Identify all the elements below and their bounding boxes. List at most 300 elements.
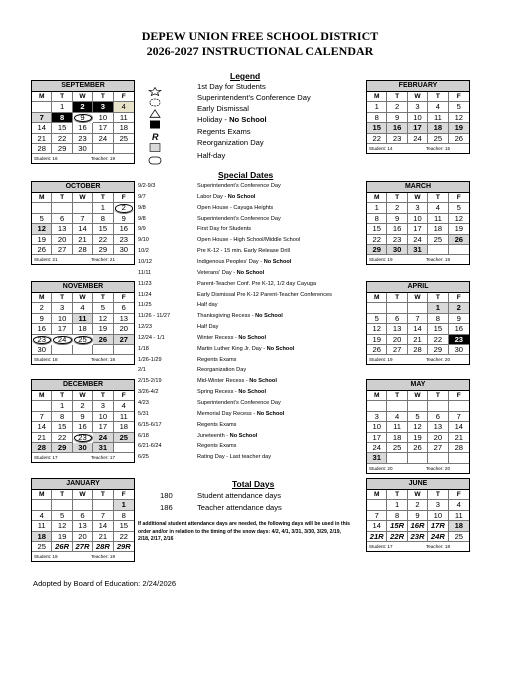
day-cell: 20 xyxy=(114,324,134,334)
special-date-description: Regents Exams xyxy=(197,356,237,363)
day-cell: 30 xyxy=(387,245,407,255)
day-cell xyxy=(73,345,93,355)
day-cell: 27 xyxy=(114,335,134,345)
day-cell xyxy=(114,443,134,453)
weekday-header: M xyxy=(367,193,387,203)
day-cell: 8 xyxy=(367,113,387,123)
day-cell: 21R xyxy=(367,532,387,542)
adoption-date: Adopted by Board of Education: 2/24/2026 xyxy=(33,579,177,588)
day-cell: 18 xyxy=(32,532,52,542)
weekday-header: T xyxy=(93,293,113,303)
day-cell: 7 xyxy=(73,214,93,224)
snow-days-note: If additional student attendance days are needed, the following days will be used in this order and/or in relation to the timing of the snow days: 4/2, 4/1, 3/31, 3/30, 3/29, 2/19, 2/18, 2/17, 2/16 xyxy=(138,521,350,542)
day-cell: 1 xyxy=(367,203,387,213)
day-cell: 22 xyxy=(114,532,134,542)
special-date-description: Regents Exams xyxy=(197,443,237,450)
student-day-count: Student: 18 xyxy=(34,357,58,363)
special-date: 1/26-1/29 xyxy=(138,356,162,363)
legend-label: Reorganization Day xyxy=(197,138,264,147)
day-cell: 29R xyxy=(114,542,134,552)
day-cell xyxy=(93,144,113,154)
weekday-header: W xyxy=(73,193,93,203)
day-cell: 6 xyxy=(387,314,407,324)
month-day-counts xyxy=(367,255,469,264)
weekday-header: W xyxy=(408,92,428,102)
month-grid xyxy=(32,490,134,552)
weekday-header: M xyxy=(367,92,387,102)
day-cell: 26 xyxy=(32,245,52,255)
day-cell: 25 xyxy=(428,134,448,144)
day-cell: 9 xyxy=(73,412,93,422)
day-cell: 7 xyxy=(367,511,387,521)
special-date-description: Superintendent's Conference Day xyxy=(197,183,281,189)
special-date-description: Open House - High School/Middle School xyxy=(197,237,301,244)
weekday-header: T xyxy=(52,193,72,203)
legend-label: 1st Day for Students xyxy=(197,82,266,91)
special-date: 1/18 xyxy=(138,345,149,352)
month-grid xyxy=(32,391,134,453)
month-grid xyxy=(367,92,469,144)
day-cell: 25 xyxy=(449,532,469,542)
day-cell: 14 xyxy=(73,224,93,234)
day-cell: 12 xyxy=(367,324,387,334)
special-date-description: Pre K-12 - 15 min. Early Release Drill xyxy=(197,248,290,255)
weekday-header: T xyxy=(387,391,407,401)
special-date-description: Regents Exams xyxy=(197,421,237,428)
day-cell: 3 xyxy=(367,412,387,422)
student-day-count: Student: 17 xyxy=(34,455,58,461)
day-cell: 1 xyxy=(52,401,72,411)
day-cell: 21 xyxy=(449,433,469,443)
day-cell: 26 xyxy=(93,335,113,345)
special-date-description: Memorial Day Recess - No School xyxy=(197,410,285,417)
special-date-description: Rating Day - Last teacher day xyxy=(197,454,271,461)
day-cell: 30 xyxy=(114,245,134,255)
day-cell: 11 xyxy=(387,422,407,432)
month-grid xyxy=(367,490,469,542)
day-cell: 25 xyxy=(428,235,448,245)
calendar-december xyxy=(31,379,135,463)
day-cell: 16 xyxy=(114,224,134,234)
day-cell: 17 xyxy=(408,224,428,234)
day-cell: 10 xyxy=(52,314,72,324)
day-cell: 16 xyxy=(73,123,93,133)
day-cell: 1 xyxy=(428,303,448,313)
day-cell: 22 xyxy=(93,235,113,245)
special-date: 3/26-4/2 xyxy=(138,389,159,396)
day-cell: 14 xyxy=(449,422,469,432)
day-cell: 9 xyxy=(114,214,134,224)
special-date: 9/2-9/3 xyxy=(138,183,156,189)
day-cell: 8 xyxy=(114,511,134,521)
student-day-count: Student: 16 xyxy=(34,156,58,162)
weekday-header: T xyxy=(387,193,407,203)
day-cell: 3 xyxy=(428,500,448,510)
day-cell: 28R xyxy=(93,542,113,552)
day-cell: 8 xyxy=(52,113,72,123)
student-days-count: 180 xyxy=(160,491,173,500)
day-cell: 28 xyxy=(32,443,52,453)
day-cell: 13 xyxy=(387,324,407,334)
day-cell xyxy=(428,245,448,255)
special-date-description: Juneteenth - No School xyxy=(197,432,258,439)
month-grid xyxy=(367,293,469,355)
day-cell: 15 xyxy=(52,123,72,133)
day-cell: 25 xyxy=(114,134,134,144)
day-cell: 20 xyxy=(73,532,93,542)
calendar-june xyxy=(366,478,470,552)
calendar-november xyxy=(31,281,135,365)
day-cell: 18 xyxy=(449,521,469,531)
day-cell: 4 xyxy=(387,412,407,422)
day-cell: 4 xyxy=(428,102,448,112)
student-day-count: Student: 19 xyxy=(369,357,393,363)
day-cell: 3 xyxy=(408,203,428,213)
legend-label: Half-day xyxy=(197,151,226,160)
weekday-header: M xyxy=(367,391,387,401)
special-date-description: Indigenous Peoples' Day - No School xyxy=(197,258,292,265)
weekday-header: T xyxy=(52,490,72,500)
legend-label: Holiday - No School xyxy=(197,115,267,124)
weekday-header: T xyxy=(52,293,72,303)
day-cell: 15 xyxy=(428,324,448,334)
day-cell: 29 xyxy=(93,245,113,255)
day-cell: 22R xyxy=(387,532,407,542)
special-date: 10/2 xyxy=(138,248,149,255)
weekday-header: T xyxy=(428,293,448,303)
day-cell: 26 xyxy=(367,345,387,355)
day-cell xyxy=(387,401,407,411)
weekday-header: F xyxy=(114,193,134,203)
day-cell: 15R xyxy=(387,521,407,531)
day-cell xyxy=(449,401,469,411)
special-date-description: Spring Recess - No School xyxy=(197,389,267,396)
special-date: 12/24 - 1/1 xyxy=(138,334,165,341)
special-date: 10/12 xyxy=(138,258,152,265)
day-cell: 18 xyxy=(73,324,93,334)
day-cell: 7 xyxy=(93,511,113,521)
day-cell: 15 xyxy=(93,224,113,234)
weekday-header: W xyxy=(73,293,93,303)
day-cell: 1 xyxy=(367,102,387,112)
calendar-october xyxy=(31,181,135,265)
teacher-day-count: Teacher: 19 xyxy=(91,156,116,162)
day-cell: 20 xyxy=(387,335,407,345)
month-name: MARCH xyxy=(367,182,469,193)
day-cell: 23 xyxy=(387,235,407,245)
day-cell: 22 xyxy=(52,433,72,443)
day-cell: 16 xyxy=(32,324,52,334)
weekday-header: M xyxy=(32,490,52,500)
day-cell: 11 xyxy=(428,214,448,224)
day-cell: 17 xyxy=(52,324,72,334)
special-date: 2/15-2/19 xyxy=(138,378,162,385)
day-cell: 4 xyxy=(114,102,134,112)
day-cell: 4 xyxy=(73,303,93,313)
special-date: 12/23 xyxy=(138,324,152,331)
day-cell: 9 xyxy=(408,511,428,521)
month-day-counts xyxy=(367,355,469,364)
day-cell: 19 xyxy=(32,235,52,245)
day-cell: 14 xyxy=(367,521,387,531)
day-cell: 2 xyxy=(73,401,93,411)
weekday-header: F xyxy=(449,391,469,401)
day-cell xyxy=(52,500,72,510)
day-cell: 17 xyxy=(93,123,113,133)
weekday-header: F xyxy=(114,490,134,500)
day-cell: 23 xyxy=(387,134,407,144)
student-day-count: Student: 14 xyxy=(369,145,393,151)
teacher-days-label: Teacher attendance days xyxy=(197,503,282,512)
day-cell: 25 xyxy=(32,542,52,552)
day-cell: 21 xyxy=(73,235,93,245)
weekday-header: M xyxy=(367,293,387,303)
month-name: JANUARY xyxy=(32,479,134,490)
calendar-may xyxy=(366,379,470,474)
special-date-description: Superintendent's Conference Day xyxy=(197,400,281,406)
day-cell: 11 xyxy=(114,113,134,123)
special-date-description: Martin Luther King Jr. Day - No School xyxy=(197,345,295,352)
day-cell: 17 xyxy=(408,123,428,133)
day-cell: 2 xyxy=(449,303,469,313)
day-cell xyxy=(387,453,407,463)
day-cell: 14 xyxy=(32,123,52,133)
day-cell: 5 xyxy=(52,511,72,521)
day-cell: 19 xyxy=(449,224,469,234)
day-cell: 29 xyxy=(52,144,72,154)
day-cell: 21 xyxy=(32,433,52,443)
day-cell: 19 xyxy=(367,335,387,345)
day-cell: 13 xyxy=(52,224,72,234)
day-cell: 21 xyxy=(32,134,52,144)
weekday-header: T xyxy=(428,490,448,500)
day-cell: 6 xyxy=(73,511,93,521)
weekday-header: W xyxy=(408,490,428,500)
day-cell: 26 xyxy=(449,134,469,144)
day-cell: 15 xyxy=(114,521,134,531)
day-cell: 4 xyxy=(428,203,448,213)
month-grid xyxy=(32,193,134,255)
day-cell: 10 xyxy=(408,214,428,224)
teacher-day-count: Teacher: 18 xyxy=(91,357,116,363)
day-cell: 5 xyxy=(449,102,469,112)
weekday-header: T xyxy=(387,92,407,102)
day-cell: 7 xyxy=(449,412,469,422)
day-cell: 28 xyxy=(408,345,428,355)
teacher-day-count: Teacher: 17 xyxy=(91,455,116,461)
day-cell: 3 xyxy=(52,303,72,313)
day-cell xyxy=(114,345,134,355)
day-cell: 29 xyxy=(428,345,448,355)
weekday-header: T xyxy=(428,391,448,401)
day-cell: 3 xyxy=(93,401,113,411)
day-cell: 3 xyxy=(408,102,428,112)
day-cell: 29 xyxy=(367,245,387,255)
district-name: DEPEW UNION FREE SCHOOL DISTRICT xyxy=(141,29,379,43)
day-cell: 12 xyxy=(32,224,52,234)
student-day-count: Student: 19 xyxy=(34,554,58,560)
day-cell: 8 xyxy=(52,412,72,422)
weekday-header: M xyxy=(32,193,52,203)
weekday-header: T xyxy=(52,92,72,102)
day-cell xyxy=(428,401,448,411)
day-cell: 31 xyxy=(408,245,428,255)
day-cell: 19 xyxy=(408,433,428,443)
month-day-counts xyxy=(32,255,134,264)
student-day-count: Student: 21 xyxy=(34,257,58,263)
day-cell: 14 xyxy=(408,324,428,334)
teacher-day-count: Teacher: 15 xyxy=(426,145,451,151)
special-date: 9/8 xyxy=(138,204,146,211)
weekday-header: F xyxy=(449,193,469,203)
day-cell: 22 xyxy=(428,335,448,345)
svg-text:R: R xyxy=(152,132,159,141)
weekday-header: F xyxy=(114,92,134,102)
day-cell: 11 xyxy=(73,314,93,324)
day-cell: 17 xyxy=(367,433,387,443)
day-cell: 5 xyxy=(449,203,469,213)
month-day-counts xyxy=(32,154,134,163)
day-cell: 8 xyxy=(428,314,448,324)
day-cell: 2 xyxy=(387,102,407,112)
day-cell: 2 xyxy=(114,203,134,213)
day-cell: 10 xyxy=(93,113,113,123)
total-days-heading: Total Days xyxy=(232,479,275,489)
day-cell: 24 xyxy=(408,134,428,144)
special-date: 2/1 xyxy=(138,367,146,374)
day-cell: 8 xyxy=(367,214,387,224)
day-cell: 3 xyxy=(93,102,113,112)
day-cell xyxy=(93,500,113,510)
special-date-description: Mid-Winter Recess - No School xyxy=(197,378,277,385)
day-cell: 9 xyxy=(387,113,407,123)
day-cell: 24 xyxy=(52,335,72,345)
day-cell: 18 xyxy=(114,123,134,133)
month-day-counts xyxy=(32,552,134,561)
day-cell: 24 xyxy=(93,134,113,144)
day-cell: 24 xyxy=(408,235,428,245)
special-date: 6/15-6/17 xyxy=(138,421,162,428)
special-date-description: Veterans' Day - No School xyxy=(197,269,265,276)
legend-label: Early Dismissal xyxy=(197,104,249,113)
day-cell: 13 xyxy=(114,314,134,324)
day-cell xyxy=(367,401,387,411)
day-cell: 2 xyxy=(73,102,93,112)
month-day-counts xyxy=(32,453,134,462)
day-cell: 14 xyxy=(32,422,52,432)
day-cell: 21 xyxy=(408,335,428,345)
day-cell: 4 xyxy=(114,401,134,411)
special-date: 6/18 xyxy=(138,432,149,439)
day-cell: 31 xyxy=(367,453,387,463)
day-cell: 12 xyxy=(449,214,469,224)
special-date: 9/7 xyxy=(138,193,146,200)
teacher-day-count: Teacher: 20 xyxy=(426,357,451,363)
day-cell: 11 xyxy=(114,412,134,422)
day-cell: 23 xyxy=(114,235,134,245)
day-cell xyxy=(114,144,134,154)
day-cell: 23 xyxy=(73,134,93,144)
weekday-header: T xyxy=(93,92,113,102)
day-cell: 29 xyxy=(52,443,72,453)
day-cell: 25 xyxy=(114,433,134,443)
day-cell xyxy=(73,203,93,213)
day-cell: 10 xyxy=(428,511,448,521)
day-cell: 6 xyxy=(428,412,448,422)
legend-label: Superintendent's Conference Day xyxy=(197,93,311,102)
day-cell: 12 xyxy=(449,113,469,123)
day-cell: 11 xyxy=(428,113,448,123)
weekday-header: F xyxy=(114,293,134,303)
day-cell: 16 xyxy=(449,324,469,334)
calendar-february xyxy=(366,80,470,154)
day-cell: 11 xyxy=(449,511,469,521)
weekday-header: T xyxy=(93,490,113,500)
day-cell: 27 xyxy=(428,443,448,453)
special-date: 9/9 xyxy=(138,226,146,233)
special-date-description: Thanksgiving Recess - No School xyxy=(197,313,283,320)
month-grid xyxy=(367,193,469,255)
day-cell: 23R xyxy=(408,532,428,542)
day-cell: 26 xyxy=(449,235,469,245)
special-date: 6/25 xyxy=(138,454,149,461)
day-cell xyxy=(449,453,469,463)
teacher-day-count: Teacher: 20 xyxy=(426,465,451,471)
weekday-header: M xyxy=(367,490,387,500)
weekday-header: W xyxy=(73,490,93,500)
day-cell xyxy=(52,345,72,355)
day-cell: 27 xyxy=(52,245,72,255)
calendar-april xyxy=(366,281,470,365)
day-cell: 5 xyxy=(367,314,387,324)
day-cell: 31 xyxy=(93,443,113,453)
calendar-january xyxy=(31,478,135,562)
weekday-header: W xyxy=(408,193,428,203)
month-name: JUNE xyxy=(367,479,469,490)
day-cell: 26 xyxy=(408,443,428,453)
special-dates-heading: Special Dates xyxy=(218,170,274,180)
special-date: 11/24 xyxy=(138,291,152,298)
day-cell: 16 xyxy=(73,422,93,432)
day-cell xyxy=(32,500,52,510)
day-cell: 6 xyxy=(52,214,72,224)
day-cell: 15 xyxy=(52,422,72,432)
special-date: 11/26 - 11/27 xyxy=(138,313,171,320)
day-cell: 28 xyxy=(73,245,93,255)
special-date: 9/10 xyxy=(138,237,149,244)
month-name: OCTOBER xyxy=(32,182,134,193)
day-cell: 2 xyxy=(32,303,52,313)
special-date-description: Winter Recess - No School xyxy=(197,334,267,341)
special-date-description: Superintendent's Conference Day xyxy=(197,215,281,222)
day-cell xyxy=(367,500,387,510)
day-cell: 16 xyxy=(387,224,407,234)
weekday-header: T xyxy=(93,391,113,401)
special-date: 9/8 xyxy=(138,215,146,222)
day-cell: 23 xyxy=(32,335,52,345)
special-date: 4/23 xyxy=(138,400,149,406)
day-cell: 30 xyxy=(32,345,52,355)
calendar-march xyxy=(366,181,470,265)
special-date-description: Reorganization Day xyxy=(197,367,247,374)
day-cell xyxy=(93,345,113,355)
legend-heading: Legend xyxy=(230,71,261,81)
special-date-description: First Day for Students xyxy=(197,226,252,233)
day-cell: 22 xyxy=(52,134,72,144)
special-date-description: Labor Day - No School xyxy=(197,193,256,200)
day-cell: 24 xyxy=(93,433,113,443)
day-cell: 20 xyxy=(52,235,72,245)
